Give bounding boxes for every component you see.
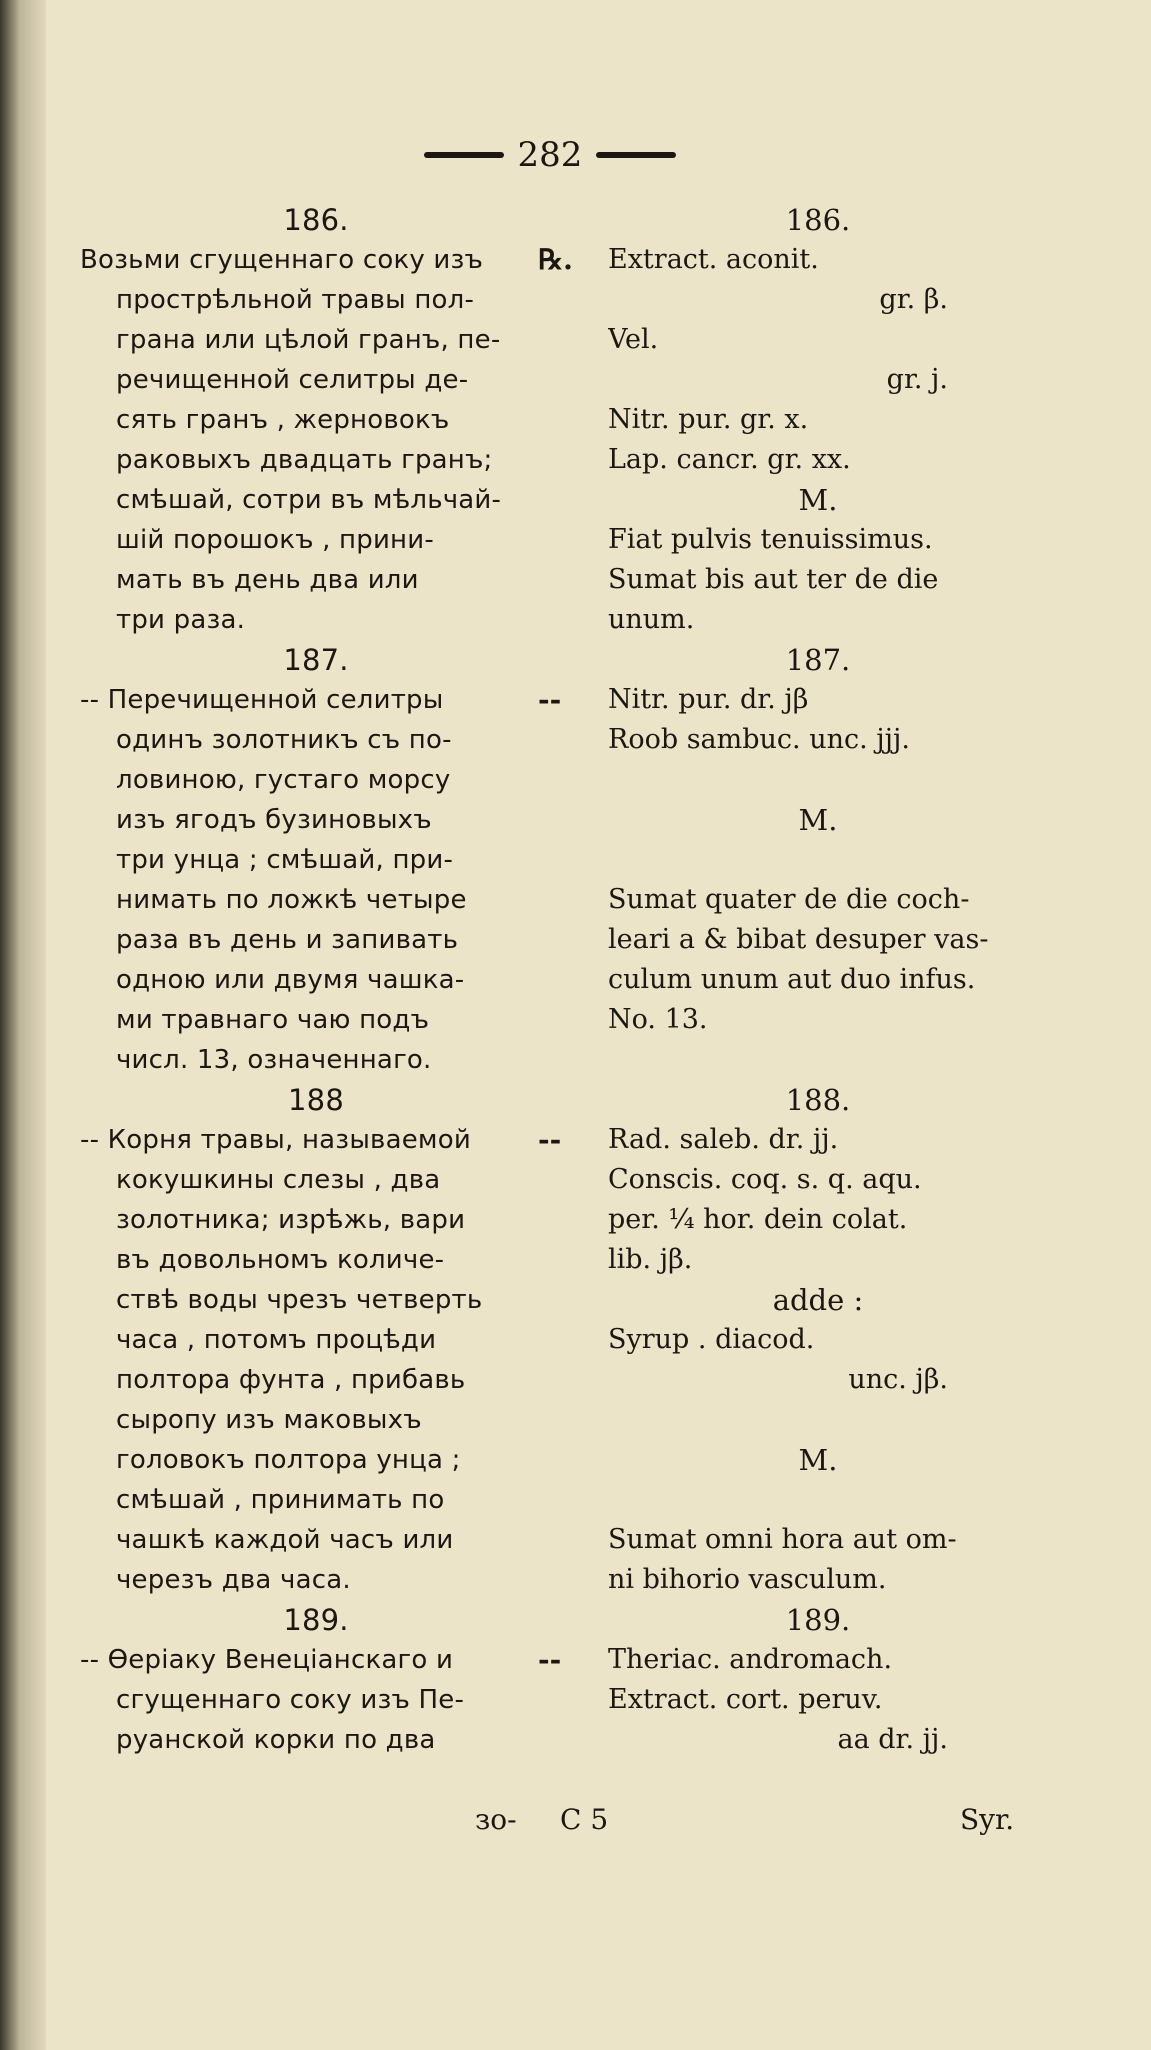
latin-line: No. 13. xyxy=(608,1004,708,1035)
latin-line: unum. xyxy=(608,604,695,635)
russian-line: ствѣ воды чрезъ четверть xyxy=(116,1285,483,1315)
russian-line: сять гранъ , жерновокъ xyxy=(116,405,450,435)
latin-line: M. xyxy=(798,483,838,517)
latin-line: Lap. cancr. gr. xx. xyxy=(608,444,851,475)
latin-line: unc. jβ. xyxy=(848,1364,948,1395)
page-edge xyxy=(0,0,46,2050)
signature-mark: C 5 xyxy=(560,1803,609,1836)
entry-marker: ℞. xyxy=(538,243,573,276)
russian-line: ловиною, густаго морсу xyxy=(116,765,451,795)
russian-line: руанской корки по два xyxy=(116,1725,436,1755)
latin-line: Syrup . diacod. xyxy=(608,1324,815,1355)
latin-line: Conscis. coq. s. q. aqu. xyxy=(608,1164,922,1195)
latin-line xyxy=(608,840,1028,880)
russian-line: три унца ; смѣшай, при- xyxy=(116,845,454,875)
latin-line: Nitr. pur. dr. jβ xyxy=(608,684,809,715)
latin-line xyxy=(608,1040,1028,1080)
latin-line xyxy=(608,1480,1028,1520)
russian-line: грана или цѣлой гранъ, пе- xyxy=(116,325,501,355)
russian-line: 186. xyxy=(283,203,349,237)
page-header xyxy=(405,130,695,180)
russian-line: -- Корня травы, называемой xyxy=(80,1125,471,1155)
latin-line: gr. β. xyxy=(879,284,948,315)
russian-line: -- Ѳеріаку Венеціанскаго и xyxy=(80,1645,454,1675)
catchword-left: зо- xyxy=(475,1803,517,1836)
latin-line: adde : xyxy=(772,1283,864,1317)
russian-line: -- Перечищенной селитры xyxy=(80,685,444,715)
russian-line: мать въ день два или xyxy=(116,565,419,595)
russian-line: кокушкины слезы , два xyxy=(116,1165,441,1195)
russian-line: головокъ полтора унца ; xyxy=(116,1445,461,1475)
latin-line: 187. xyxy=(785,643,851,677)
russian-line: одинъ золотникъ съ по- xyxy=(116,725,452,755)
russian-line: полтора фунта , прибавь xyxy=(116,1365,466,1395)
latin-line: lib. jβ. xyxy=(608,1244,693,1275)
russian-line: въ довольномъ количе- xyxy=(116,1245,445,1275)
russian-line: ми травнаго чаю подъ xyxy=(116,1005,430,1035)
russian-line: 189. xyxy=(283,1603,349,1637)
russian-line: черезъ два часа. xyxy=(116,1565,351,1595)
russian-line: раковыхъ двадцать гранъ; xyxy=(116,445,493,475)
entry-marker: -- xyxy=(538,683,562,716)
russian-column xyxy=(80,200,552,1760)
latin-line: Sumat bis aut ter de die xyxy=(608,564,939,595)
latin-line: Extract. cort. peruv. xyxy=(608,1684,883,1715)
latin-line: 186. xyxy=(785,203,851,237)
latin-line: Sumat quater de die coch- xyxy=(608,884,970,915)
latin-column xyxy=(608,200,1028,1760)
russian-line: смѣшай, сотри въ мѣльчай- xyxy=(116,485,502,515)
latin-line: leari a & bibat desuper vas- xyxy=(608,924,989,955)
latin-line: gr. j. xyxy=(886,364,948,395)
russian-line: изъ ягодъ бузиновыхъ xyxy=(116,805,432,835)
russian-line: шій порошокъ , прини- xyxy=(116,525,434,555)
russian-line: 188 xyxy=(288,1083,344,1117)
russian-line: сгущеннаго соку изъ Пе- xyxy=(116,1685,465,1715)
russian-line: три раза. xyxy=(116,605,246,635)
latin-line: aa dr. jj. xyxy=(837,1724,948,1755)
latin-line: 189. xyxy=(785,1603,851,1637)
russian-line: Возьми сгущеннаго соку изъ xyxy=(80,245,484,275)
latin-line: Extract. aconit. xyxy=(608,244,819,275)
russian-line: чашкѣ каждой часъ или xyxy=(116,1525,454,1555)
latin-line: Vel. xyxy=(608,324,659,355)
russian-line: 187. xyxy=(283,643,349,677)
russian-line: сыропу изъ маковыхъ xyxy=(116,1405,422,1435)
russian-line: речищенной селитры де- xyxy=(116,365,469,395)
entry-marker: -- xyxy=(538,1643,562,1676)
latin-line xyxy=(608,1400,1028,1440)
latin-line: Rad. saleb. dr. jj. xyxy=(608,1124,839,1155)
latin-line xyxy=(608,760,1028,800)
latin-line: Roob sambuc. unc. jjj. xyxy=(608,724,910,755)
russian-line: смѣшай , принимать по xyxy=(116,1485,445,1515)
latin-line: Fiat pulvis tenuissimus. xyxy=(608,524,933,555)
latin-line: per. ¼ hor. dein colat. xyxy=(608,1204,908,1235)
latin-line: Sumat omni hora aut om- xyxy=(608,1524,957,1555)
russian-line: раза въ день и запивать xyxy=(116,925,459,955)
russian-line: числ. 13, означеннаго. xyxy=(116,1045,432,1075)
latin-line: 188. xyxy=(785,1083,851,1117)
russian-line: часа , потомъ процѣди xyxy=(116,1325,437,1355)
latin-line: Nitr. pur. gr. x. xyxy=(608,404,809,435)
latin-line: M. xyxy=(798,1443,838,1477)
russian-line: золотника; изрѣжь, вари xyxy=(116,1205,466,1235)
header-rule-left xyxy=(424,152,504,158)
latin-line: ni bihorio vasculum. xyxy=(608,1564,887,1595)
latin-line: culum unum aut duo infus. xyxy=(608,964,976,995)
header-rule-right xyxy=(596,152,676,158)
russian-line: нимать по ложкѣ четыре xyxy=(116,885,467,915)
page-number: 282 xyxy=(517,135,583,175)
entry-marker: -- xyxy=(538,1123,562,1156)
russian-line: одною или двумя чашка- xyxy=(116,965,465,995)
latin-line: Theriac. andromach. xyxy=(608,1644,893,1675)
russian-line: прострѣльной травы пол- xyxy=(116,285,475,315)
latin-line: M. xyxy=(798,803,838,837)
catchword-right: Syr. xyxy=(960,1803,1015,1836)
